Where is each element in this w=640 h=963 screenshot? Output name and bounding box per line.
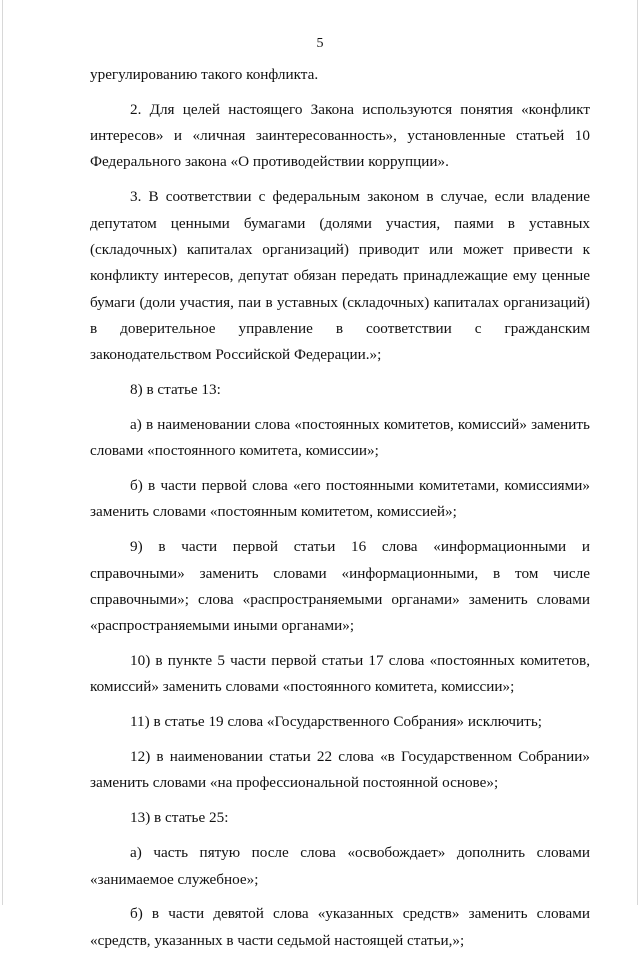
scan-edge-right xyxy=(637,0,638,905)
paragraph-amendment-8a: а) в наименовании слова «постоянных комитетов, комиссий» заменить словами «постоянного комитета, комиссии»; xyxy=(90,415,590,460)
paragraph-item-2: 2. Для целей настоящего Закона используются понятия «конфликт интересов» и «личная заинтересованность», установленные статьей 10 Федерального закона «О противодействии коррупции». xyxy=(90,100,590,171)
paragraph-amendment-8: 8) в статье 13: xyxy=(130,381,221,399)
paragraph-amendment-12: 12) в наименовании статьи 22 слова «в Государственном Собрании» заменить словами «на профессиональной постоянной основе»; xyxy=(90,748,590,792)
document-body xyxy=(90,62,590,963)
paragraph-amendment-11: 11) в статье 19 слова «Государственного Собрания» исключить; xyxy=(130,713,542,731)
paragraph-item-3: 3. В соответствии с федеральным законом в случае, если владение депутатом ценными бумагами (долями участия, паями в уставных (складочных) капиталах организаций) приводит или может привести к конфликту интересов, депутат обязан передать принадлежащие ему ценные бумаги (доли участия, паи в уставных (складочных) капиталах организаций) в доверительное управление в соответствии с гражданским законодательством Российской Федерации.»; xyxy=(90,188,590,364)
paragraph-amendment-10: 10) в пункте 5 части первой статьи 17 слова «постоянных комитетов, комиссий» заменить словами «постоянного комитета, комиссии»; xyxy=(90,652,590,696)
paragraph-amendment-8b: б) в части первой слова «его постоянными комитетами, комиссиями» заменить словами «постоянным комитетом, комиссией»; xyxy=(90,477,590,521)
scan-edge-left xyxy=(2,0,3,905)
paragraph-amendment-13b: б) в части девятой слова «указанных средств» заменить словами «средств, указанных в части седьмой настоящей статьи,»; xyxy=(90,905,590,949)
paragraph-amendment-13a: а) часть пятую после слова «освобождает» дополнить словами «занимаемое служебное»; xyxy=(90,844,590,888)
paragraph-amendment-13: 13) в статье 25: xyxy=(130,809,229,827)
paragraph-amendment-9: 9) в части первой статьи 16 слова «информационными и справочными» заменить словами «информационными, в том числе справочными»; слова «распространяемыми органами» заменить словами «распространяемыми иными органами»; xyxy=(90,538,590,635)
page-number: 5 xyxy=(316,36,324,51)
paragraph-continuation: урегулированию такого конфликта. xyxy=(90,66,319,83)
